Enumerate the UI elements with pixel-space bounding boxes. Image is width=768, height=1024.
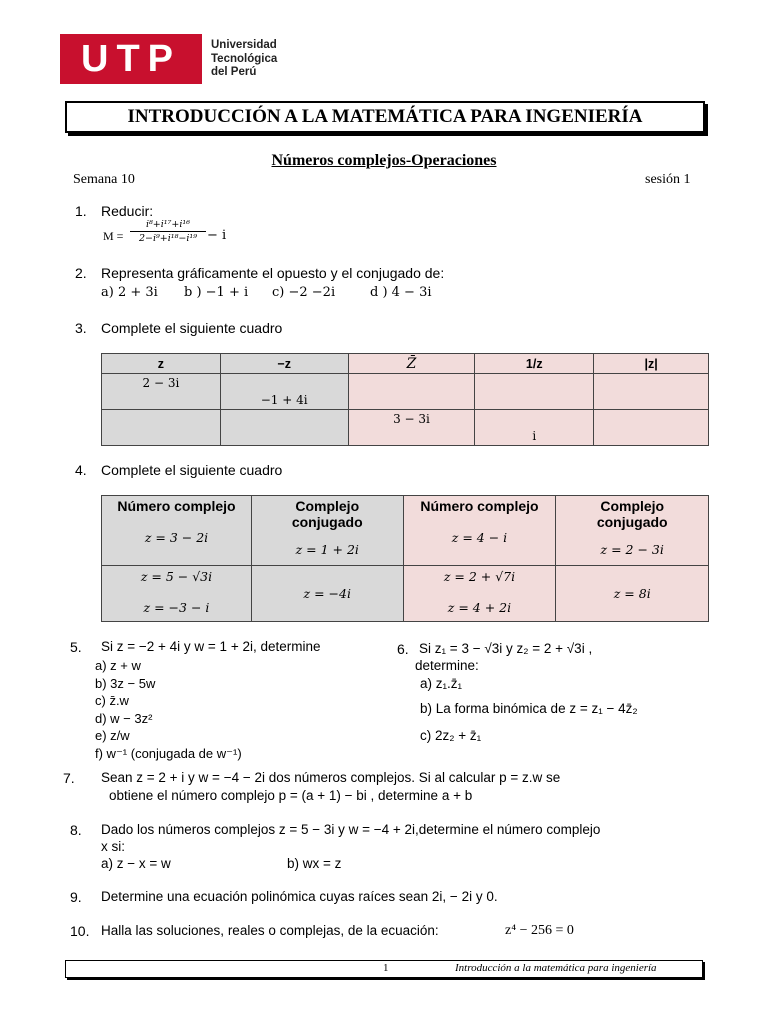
q10-number: 10. [70,923,90,939]
q3-cell-empty [475,374,594,410]
q1-lhs: M = [103,229,124,243]
q3-text: Complete el siguiente cuadro [101,320,283,336]
q4-r1-b: z = 1 + 2i [295,542,359,557]
q8-b: b) wx = z [287,856,342,871]
q4-col4-top [556,496,709,566]
q3-cell-r2c3: 3 − 3i [348,410,475,446]
q4-col2-top [251,496,403,566]
university-name-line: del Perú [211,66,257,78]
q8-a: a) z − x = w [101,856,171,871]
q1-numerator: i⁸+i¹⁷+i¹⁶ [130,219,206,232]
subtitle [0,152,768,170]
q5-item-c: c) z̄.w [95,693,129,708]
q3-cell-r2c4: i [475,410,594,446]
q9-text: Determine una ecuación polinómica cuyas raíces sean 2i, − 2i y 0. [101,889,498,904]
logo-letters: UTP [81,37,181,80]
q4-r2-a2: z = −3 − i [143,600,210,615]
university-name [211,39,277,80]
q4-header-1: Número complejo [117,498,236,514]
q4-col1-bottom [102,566,252,622]
q2-number: 2. [75,265,87,281]
university-name-line: Tecnológica [211,52,278,65]
q3-number: 3. [75,320,87,336]
q4-r2-d: z = 8i [556,566,709,622]
q3-cell-empty [102,410,221,446]
q4-col3-top [403,496,556,566]
week-label: Semana 10 [73,172,135,187]
q5-item-a: a) z + w [95,658,141,673]
q6-number: 6. [397,641,409,657]
q5-item-d: d) w − 3z² [95,710,153,726]
q7-number: 7. [63,770,75,786]
q9-number: 9. [70,889,82,905]
title-box [65,101,705,133]
q3-table [101,353,709,446]
q2-item-a: a) 2 + 3i [101,285,158,300]
q3-cell-r1c1: 2 − 3i [102,374,221,410]
q1-denominator: 2−i⁹+i¹⁸−i¹⁹ [138,233,198,244]
q2-item-c: c) −2 −2i [272,285,336,300]
footer-course: Introducción a la matemática para ingeniería [455,962,657,974]
q4-text: Complete el siguiente cuadro [101,462,283,478]
q3-header-modulus: |z| [594,354,709,374]
q5-items [95,657,242,762]
q3-header-neg-z: −z [220,354,348,374]
q3-cell-empty [220,410,348,446]
session-label: sesión 1 [645,172,691,187]
q10-equation: z⁴ − 256 = 0 [505,923,574,938]
q6-item-c: c) 2z₂ + z̄₁ [420,728,482,743]
q4-r2-a1: z = 5 − √3i [140,569,213,584]
q4-header-4: Complejo conjugado [596,498,668,530]
q10-text: Halla las soluciones, reales o complejas, de la ecuación: [101,923,439,938]
q6-text: Si z₁ = 3 − √3i y z₂ = 2 + √3i , [419,641,593,656]
q4-table [101,495,709,622]
q6-item-a: a) z₁.z̄₁ [420,676,463,691]
q3-cell-empty [594,410,709,446]
q1-number: 1. [75,203,87,219]
q4-r1-d: z = 2 − 3i [600,542,664,557]
q5-item-e: e) z/w [95,728,130,743]
q8-number: 8. [70,822,82,838]
utp-logo [60,34,202,84]
q2-item-b: b ) −1 + i [184,285,249,300]
q3-header-inverse: 1/z [475,354,594,374]
q5-item-b: b) 3z − 5w [95,675,156,691]
page-number: 1 [383,962,389,974]
q4-r2-b: z = −4i [251,566,403,622]
q4-r2-c2: z = 4 + 2i [447,600,512,615]
q4-col3-bottom [403,566,556,622]
q4-r1-c: z = 4 − i [451,530,508,545]
q8-line2: x si: [101,839,126,854]
q1-text: Reducir: [101,203,154,219]
q4-r1-a: z = 3 − 2i [144,530,209,545]
q3-cell-empty [348,374,475,410]
q5-number: 5. [70,639,82,655]
q3-cell-empty [594,374,709,410]
q4-col1-top [102,496,252,566]
q4-header-3: Número complejo [420,498,539,514]
q6-item-b: b) La forma binómica de z = z₁ − 4z̄₂ [420,701,638,716]
subtitle-text: Números complejos-Operaciones [271,152,497,169]
q6-text2: determine: [415,658,479,673]
q2-text: Representa gráficamente el opuesto y el conjugado de: [101,265,445,281]
q7-line2: obtiene el número complejo p = (a + 1) − bi , determine a + b [109,788,473,803]
q4-number: 4. [75,462,87,478]
q1-tail: − i [207,228,227,243]
university-name-line: Universidad [211,39,277,51]
q1-fraction [130,219,206,244]
q3-header-z: z [102,354,221,374]
q7-line1: Sean z = 2 + i y w = −4 − 2i dos números complejos. Si al calcular p = z.w se [101,770,561,785]
page-title: INTRODUCCIÓN A LA MATEMÁTICA PARA INGENIERÍA [127,106,643,127]
q2-item-d: d ) 4 − 3i [370,285,432,300]
q3-header-conj: Z̄ [348,354,475,374]
q5-item-f: f) w⁻¹ (conjugada de w⁻¹) [95,745,242,761]
q3-cell-r1c2: −1 + 4i [220,374,348,410]
q4-r2-c1: z = 2 + √7i [443,569,516,584]
q8-line1: Dado los números complejos z = 5 − 3i y w = −4 + 2i,determine el número complejo [101,822,601,837]
q5-text: Si z = −2 + 4i y w = 1 + 2i, determine [101,639,321,654]
q4-header-2: Complejo conjugado [291,498,363,530]
